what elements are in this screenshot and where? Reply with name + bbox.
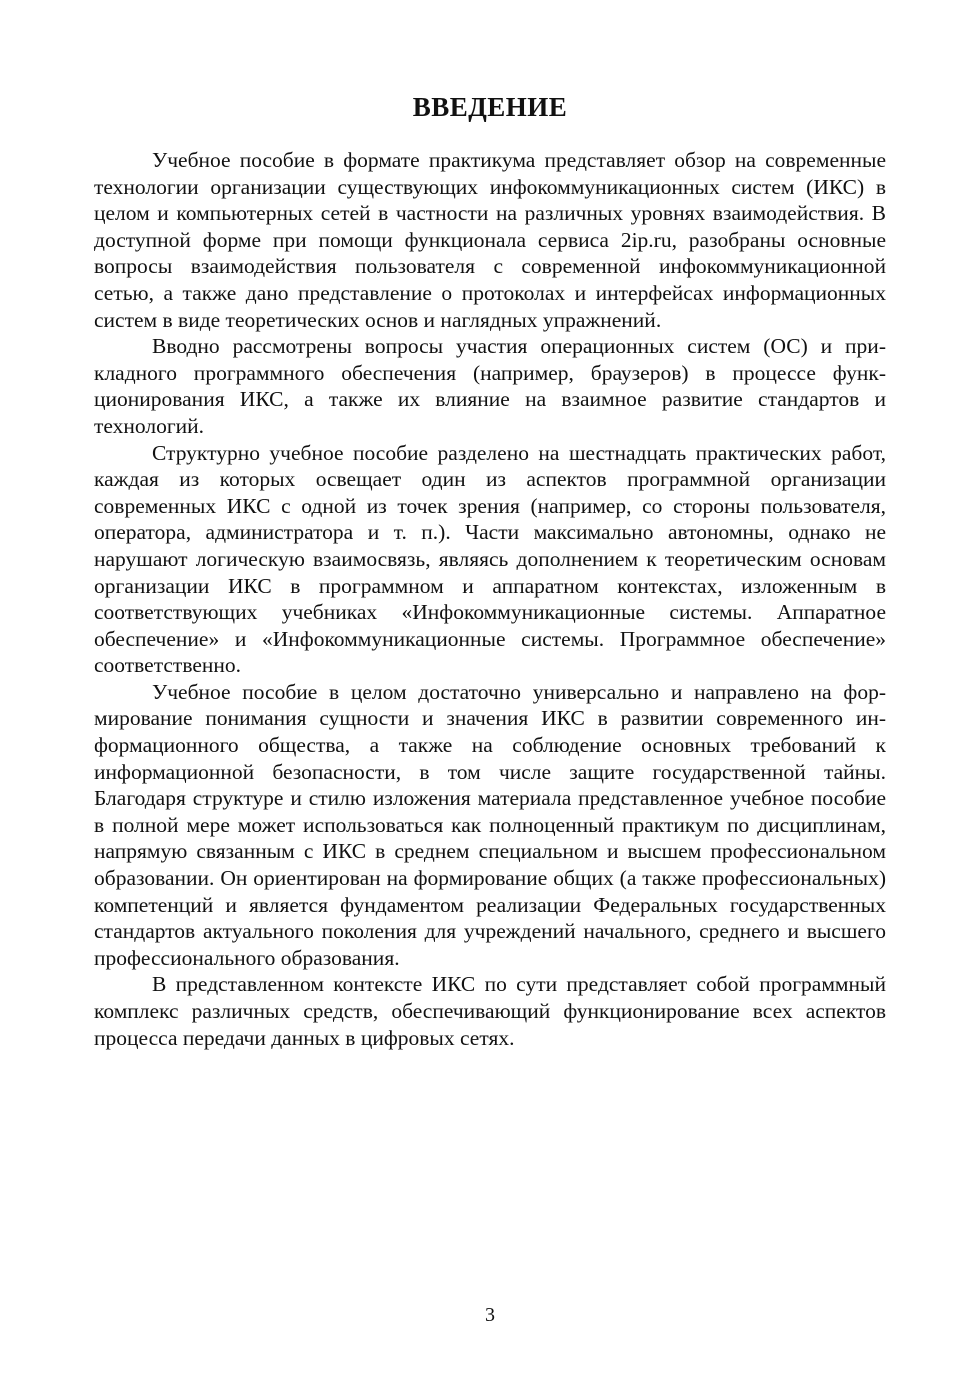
page-number: 3: [485, 1304, 495, 1326]
paragraph-5: В представленном контексте ИКС по сути представляет собой программный комплекс различных средств, обеспечивающий функционирование всех аспектов процесса передачи данных в цифровых сетях.: [94, 972, 886, 1050]
page-title: ВВЕДЕНИЕ: [412, 92, 568, 122]
paragraph-4: Учебное пособие в целом достаточно универсально и направлено на формирование понимания сущности и значения ИКС в развитии современного информационного общества, а также на соблюдение основных требований к информационной безопасности, в том числе защите государственной тайны. Благодаря структуре и стилю изложения материала представленное учебное пособие в полной мере может использоваться как полноценный практикум по дисциплинам, напрямую связанным с ИКС в среднем специальном и высшем профессиональном образовании. Он ориентирован на формирование общих (а также профессиональных) компетенций и является фундаментом реализации Федеральных государственных стандартов актуального поколения для учреждений начального, среднего и высшего профессионального образования.: [94, 679, 886, 970]
paragraph-3: Структурно учебное пособие разделено на шестнадцать практических работ, каждая из которых освещает один из аспектов программной организации современных ИКС с одной из точек зрения (например, со стороны пользователя, оператора, администратора и т. п.). Части максимально автономны, однако не нарушают логическую взаимосвязь, являясь дополнением к теоретическим основам организации ИКС в программном и аппаратном контекстах, изложенным в соответствующих учебниках «Инфокоммуникационные системы. Аппаратное обеспечение» и «Инфокоммуникационные системы. Программное обеспечение» соответственно.: [94, 440, 886, 678]
paragraph-2: Вводно рассмотрены вопросы участия операционных систем (ОС) и прикладного программного обеспечения (например, браузеров) в процессе функционирования ИКС, а также их влияние на взаимное развитие стандартов и технологий.: [94, 334, 886, 438]
body-text: [94, 147, 886, 1051]
paragraph-1: Учебное пособие в формате практикума представляет обзор на современные технологии организации существующих инфокоммуникационных систем (ИКС) в целом и компьютерных сетей в частности на различных уровнях взаимодействия. В доступной форме при помощи функционала сервиса 2ip.ru, разобраны основные вопросы взаимодействия пользователя с современной инфокоммуникационной сетью, а также дано представление о протоколах и интерфейсах информационных систем в виде теоретических основ и наглядных упражнений.: [94, 148, 886, 332]
